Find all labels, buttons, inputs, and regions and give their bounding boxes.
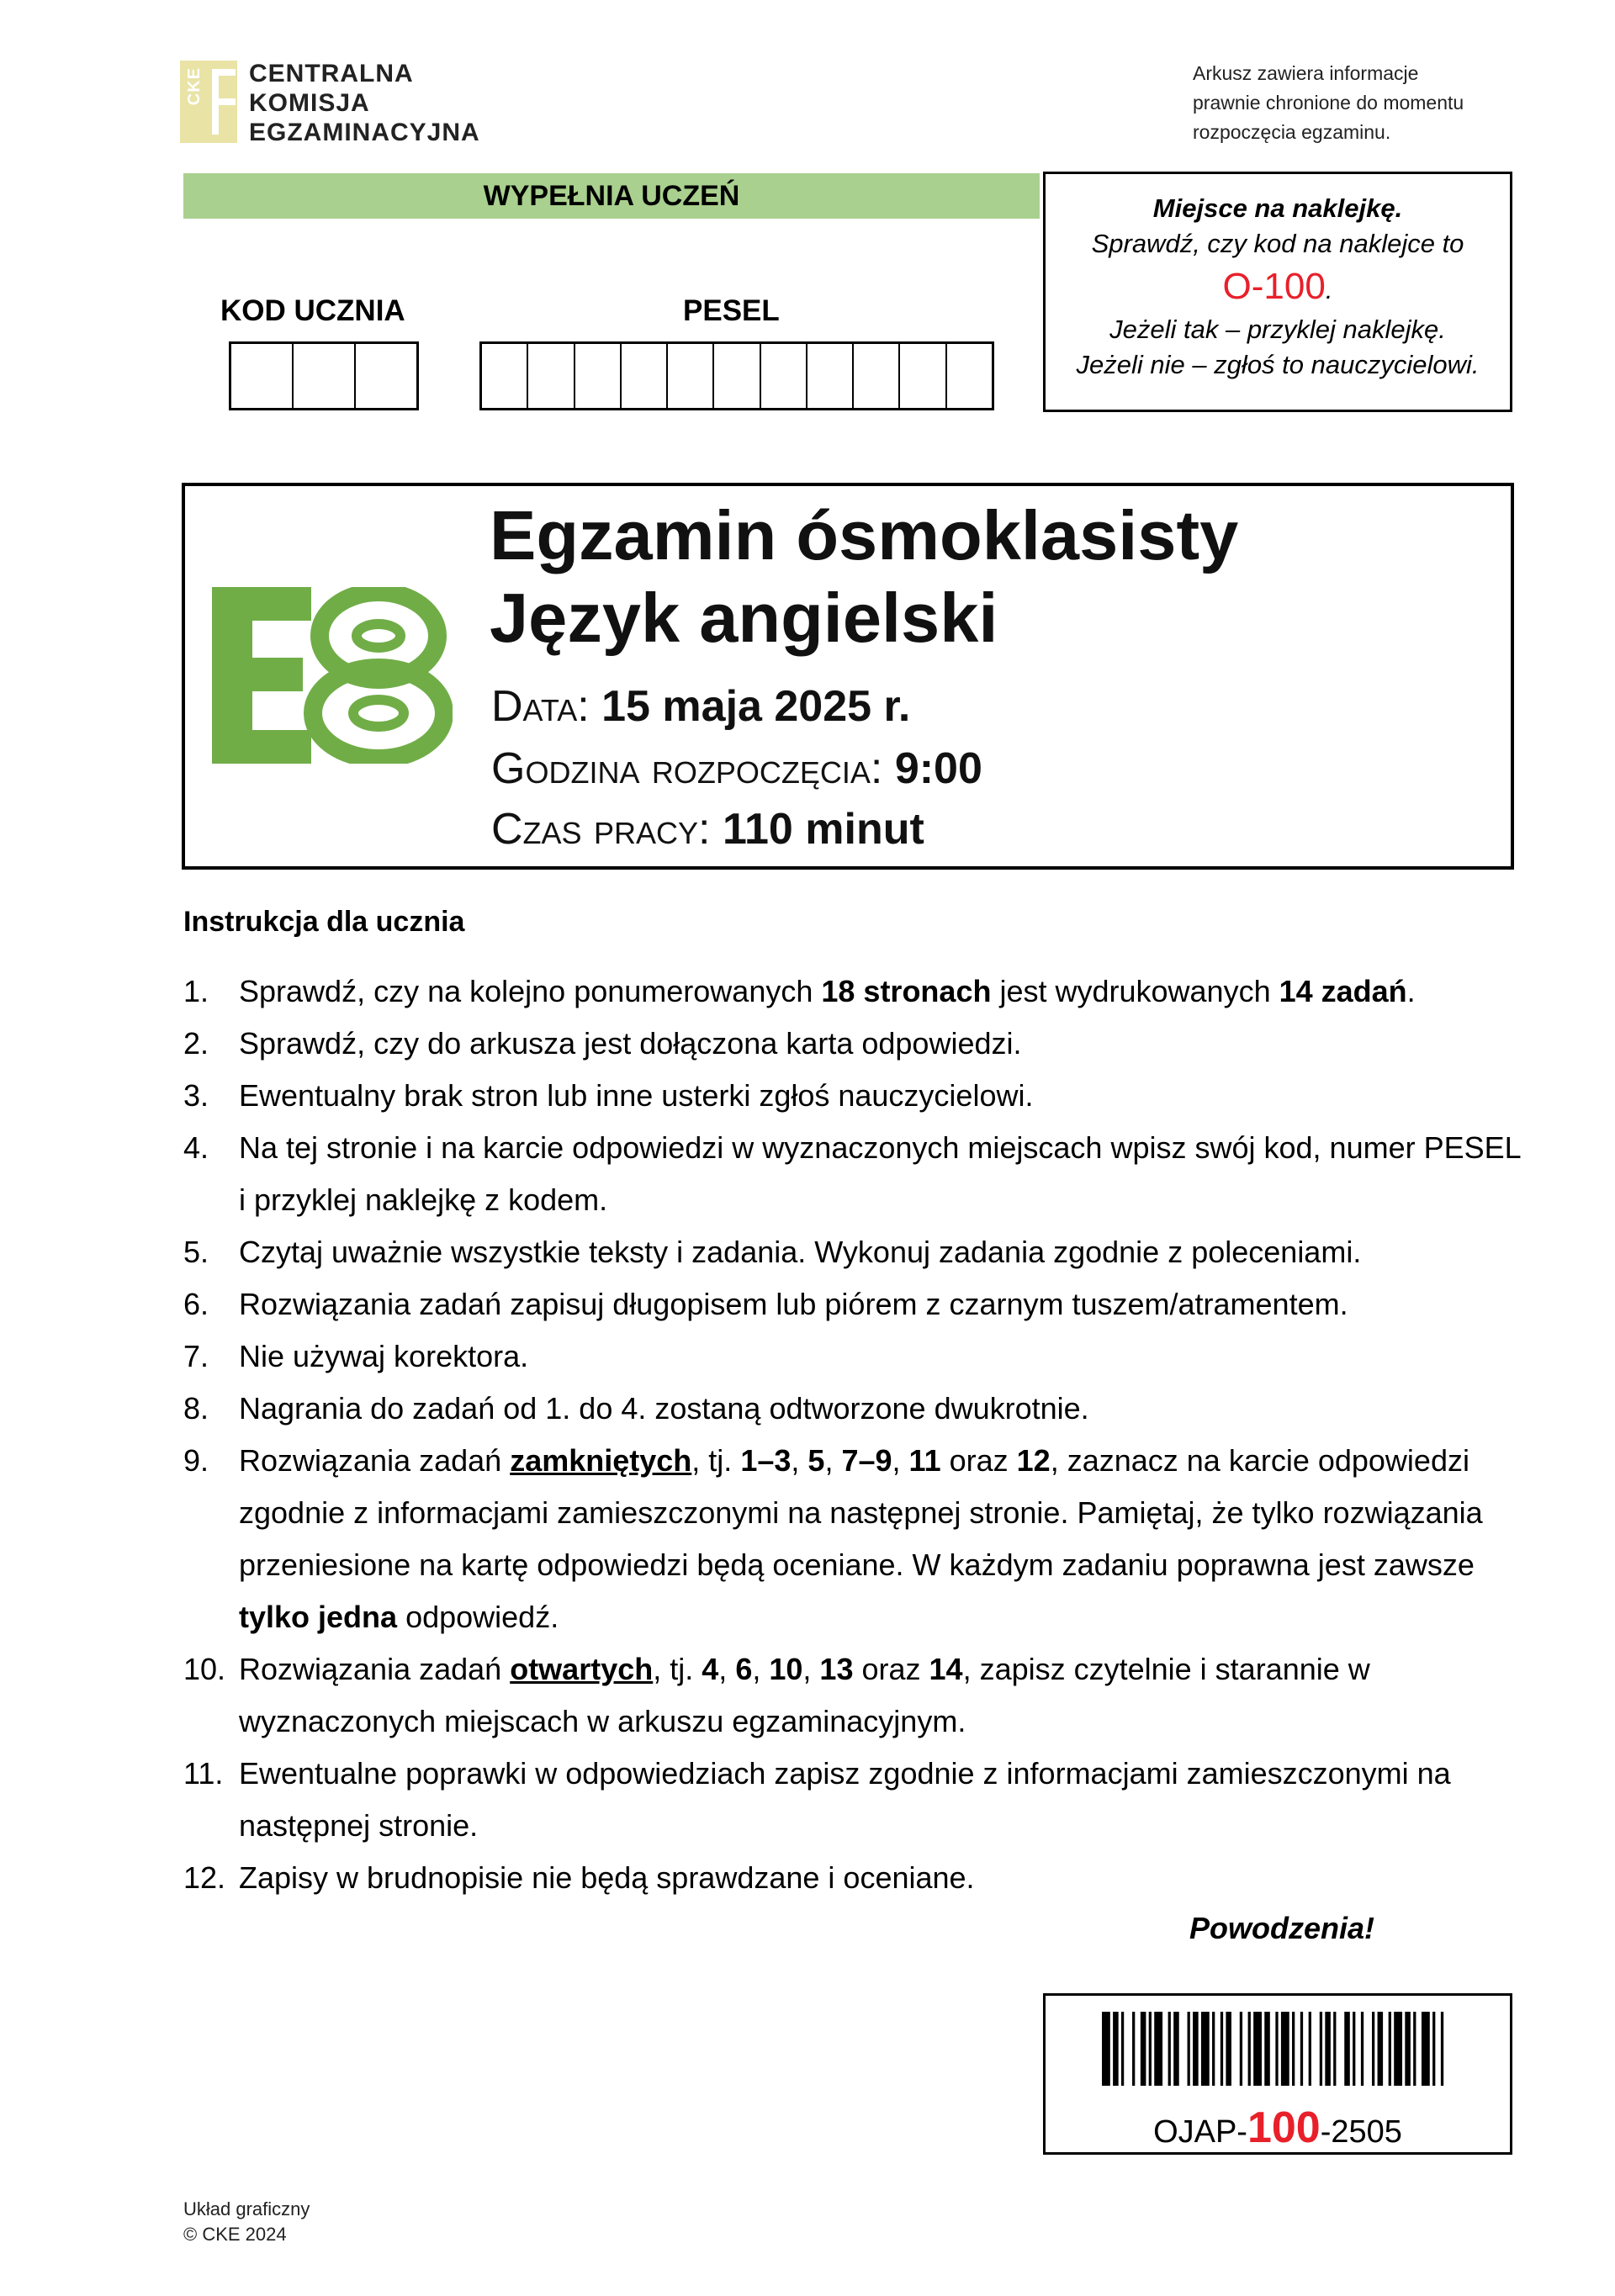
cke-name-line: KOMISJA [249,89,370,117]
cke-name-line: CENTRALNA [249,60,414,87]
sticker-box [1043,172,1512,412]
instruction-number: 4. [183,1130,209,1165]
instructions-title: Instrukcja dla ucznia [183,906,465,938]
instruction-text-part: Nie używaj korektora. [239,1339,529,1373]
instruction-number: 7. [183,1339,209,1373]
instruction-text-part: Ewentualny brak stron lub inne usterki zgłoś nauczycielowi. [239,1078,1034,1113]
digit-box[interactable] [761,344,808,408]
protected-notice-line: prawnie chronione do momentu [1193,92,1464,114]
instruction-text [239,1748,1529,1852]
instruction-text-part: , [752,1652,770,1686]
instruction-text-part: , [802,1652,820,1686]
cke-logo-mark [180,61,237,143]
instruction-text-part: 14 [929,1652,963,1686]
exam-duration-value: 110 minut [722,805,924,854]
sticker-code: O-100 [1222,266,1326,307]
instruction-text-part: Rozwiązania zadań [239,1443,511,1478]
instruction-text-part: Zapisy w brudnopisie nie będą sprawdzane i oceniane. [239,1860,975,1895]
exam-start-label: Godzina rozpoczęcia: [491,744,883,793]
instruction-text-part: , [718,1652,736,1686]
digit-box[interactable] [854,344,900,408]
digit-box[interactable] [231,344,294,408]
digit-box[interactable] [528,344,575,408]
pesel-field[interactable] [479,341,994,410]
instruction-text-part: , [824,1443,842,1478]
footer-line: Układ graficzny [183,2198,310,2219]
barcode-icon [1102,2012,1452,2086]
instruction-item [183,1643,1529,1748]
kod-ucznia-label: KOD UCZNIA [220,294,405,327]
instruction-item [183,1278,1529,1331]
barcode-suffix: -2505 [1320,2114,1402,2150]
barcode-code [1043,2103,1512,2153]
instruction-text-part: oraz [940,1443,1017,1478]
exam-duration-label: Czas pracy: [491,805,711,854]
instruction-text [239,965,1529,1018]
instruction-number: 3. [183,1078,209,1113]
sticker-code-suffix: . [1325,275,1333,304]
student-fill-bar: WYPEŁNIA UCZEŃ [183,173,1040,219]
instruction-text-part: tylko jedna [239,1600,398,1634]
instruction-text-part: odpowiedź. [397,1600,559,1634]
closing-text: Powodzenia! [1189,1911,1375,1945]
instruction-text [239,1018,1529,1070]
barcode-variant: 100 [1247,2103,1321,2152]
instruction-text [239,1122,1529,1226]
kod-ucznia-field[interactable] [229,341,419,410]
instruction-text [239,1226,1529,1278]
instruction-text-part: 11 [908,1443,941,1478]
sticker-instruction: Sprawdź, czy kod na naklejce to [1091,229,1464,258]
instruction-text-part: 12 [1016,1443,1051,1478]
instruction-text [239,1331,1529,1383]
instruction-text-part: Sprawdź, czy do arkusza jest dołączona karta odpowiedzi. [239,1026,1022,1061]
sticker-no: Jeżeli nie – zgłoś to nauczycielowi. [1076,350,1480,379]
exam-subject: Język angielski [490,579,998,657]
instruction-text-part: Czytaj uważnie wszystkie teksty i zadania. Wykonuj zadania zgodnie z poleceniami. [239,1235,1362,1269]
exam-title-line1: Egzamin ósmoklasisty [490,496,1239,574]
instruction-text-part: . [1406,974,1416,1008]
instruction-text-part: Nagrania do zadań od 1. do 4. zostaną odtworzone dwukrotnie. [239,1391,1089,1426]
instruction-text-part: , zaznacz na karcie odpowiedzi zgodnie z informacjami zamieszczonymi na następnej stronie. Pamiętaj, że tylko rozwiązania przeniesione na kartę odpowiedzi będą oceniane. W każdym zadaniu poprawna jest zawsze [239,1443,1483,1582]
instruction-text-part: 14 zadań [1279,974,1407,1008]
instruction-item [183,1226,1529,1278]
digit-box[interactable] [714,344,760,408]
instruction-text [239,1278,1529,1331]
exam-duration [491,804,924,854]
instruction-item [183,1331,1529,1383]
instruction-text-part: Na tej stronie i na karcie odpowiedzi w wyznaczonych miejscach wpisz swój kod, numer PESEL i przyklej naklejkę z kodem. [239,1130,1521,1217]
digit-box[interactable] [900,344,946,408]
instruction-item [183,1852,1529,1904]
sticker-title: Miejsce na naklejkę. [1152,193,1403,223]
instruction-text-part: , [892,1443,909,1478]
exam-start-time [491,743,982,794]
instruction-item [183,1435,1529,1643]
protected-notice-line: rozpoczęcia egzaminu. [1193,121,1391,143]
digit-box[interactable] [668,344,714,408]
instruction-item [183,1748,1529,1852]
digit-box[interactable] [294,344,356,408]
instruction-item [183,1018,1529,1070]
protected-notice-line: Arkusz zawiera informacje [1193,62,1419,84]
instruction-text-part: Rozwiązania zadań zapisuj długopisem lub piórem z czarnym tuszem/atramentem. [239,1287,1348,1321]
instruction-number: 9. [183,1443,209,1478]
instruction-text [239,1643,1529,1748]
instruction-text-part: 1–3 [740,1443,792,1478]
cke-logo [180,59,500,146]
instruction-text-part: 10 [769,1652,803,1686]
instruction-text [239,1852,1529,1904]
instruction-text-part: , tj. [691,1443,741,1478]
footer-line: © CKE 2024 [183,2224,287,2245]
instructions-list [183,965,1529,1904]
instruction-text-part: , [791,1443,808,1478]
instruction-text-part: 6 [735,1652,753,1686]
barcode-prefix: OJAP- [1153,2114,1247,2150]
e8-logo [212,587,453,764]
cke-name-line: EGZAMINACYJNA [249,119,480,146]
instruction-text-part: Rozwiązania zadań [239,1652,511,1686]
instruction-text-part: oraz [853,1652,929,1686]
instruction-text-part: Ewentualne poprawki w odpowiedziach zapisz zgodnie z informacjami zamieszczonymi na następnej stronie. [239,1756,1451,1843]
instruction-number: 6. [183,1287,209,1321]
instruction-text-part: , zapisz czytelnie i starannie w wyznaczonych miejscach w arkuszu egzaminacyjnym. [239,1652,1370,1738]
instruction-text [239,1383,1529,1435]
digit-box[interactable] [482,344,528,408]
instruction-text-part: 4 [702,1652,719,1686]
instruction-text-part: zamkniętych [510,1443,692,1478]
sticker-yes: Jeżeli tak – przyklej naklejkę. [1109,315,1446,344]
instruction-text [239,1070,1529,1122]
instruction-text [239,1435,1529,1643]
instruction-number: 5. [183,1235,209,1269]
instruction-item [183,1070,1529,1122]
instruction-number: 11. [183,1756,224,1791]
protected-notice [1193,59,1529,147]
instruction-text-part: 5 [808,1443,825,1478]
instruction-text-part: otwartych [510,1652,654,1686]
digit-box[interactable] [947,344,992,408]
cke-badge-text: CKE [185,67,204,106]
digit-box[interactable] [356,344,416,408]
instruction-text-part: 7–9 [841,1443,892,1478]
instruction-text-part: Sprawdź, czy na kolejno ponumerowanych [239,974,822,1008]
instruction-item [183,1122,1529,1226]
exam-title [490,495,1238,659]
instruction-item [183,965,1529,1018]
exam-date [491,681,910,732]
digit-box[interactable] [622,344,668,408]
instruction-item [183,1383,1529,1435]
exam-date-value: 15 maja 2025 r. [601,682,911,731]
cke-name [249,59,480,147]
exam-date-label: Data: [491,682,590,731]
digit-box[interactable] [808,344,854,408]
instruction-number: 10. [183,1652,226,1686]
instruction-text-part: 13 [819,1652,854,1686]
exam-start-value: 9:00 [894,744,982,793]
instruction-text-part: , tj. [653,1652,702,1686]
instruction-number: 2. [183,1026,209,1061]
digit-box[interactable] [575,344,622,408]
instruction-number: 1. [183,974,209,1008]
instruction-number: 12. [183,1860,226,1895]
instruction-text-part: 18 stronach [821,974,992,1008]
footer [183,2197,310,2247]
instruction-text-part: jest wydrukowanych [991,974,1279,1008]
instruction-number: 8. [183,1391,209,1426]
pesel-label: PESEL [683,294,780,327]
